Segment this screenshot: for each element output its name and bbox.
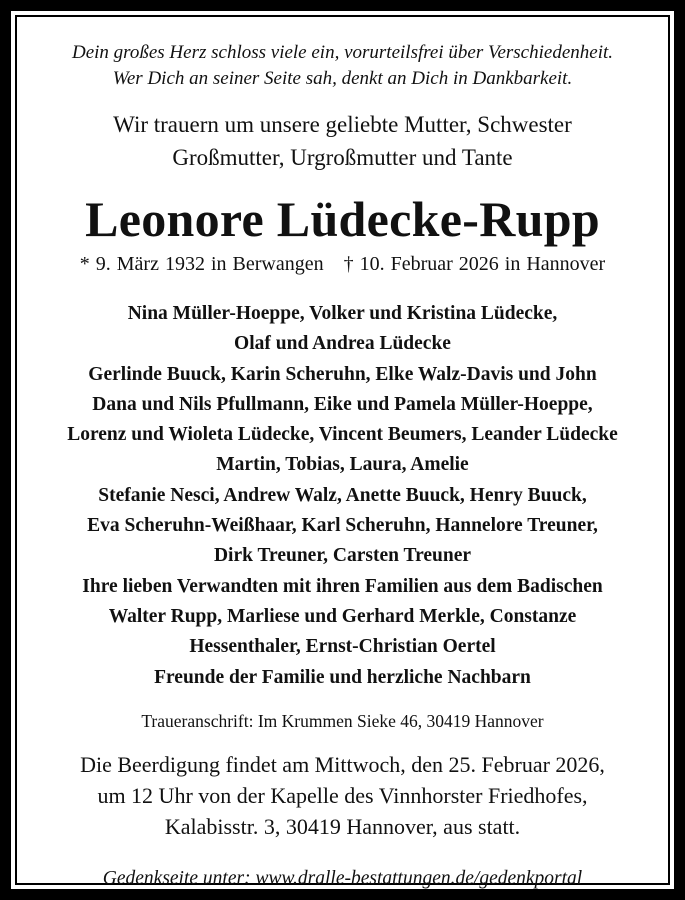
intro-line: Großmutter, Urgroßmutter und Tante <box>172 145 513 170</box>
mourner-line: Dana und Nils Pfullmann, Eike und Pamela Müller-Hoeppe, <box>92 393 593 415</box>
mourner-line: Hessenthaler, Ernst-Christian Oertel <box>189 636 496 658</box>
mourner-line: Dirk Treuner, Carsten Treuner <box>213 545 472 567</box>
motto-verse <box>34 40 651 92</box>
birth-date: * 9. März 1932 in Berwangen <box>79 253 324 275</box>
mourner-line: Lorenz und Wioleta Lüdecke, Vincent Beumers, Leander Lüdecke <box>67 424 618 446</box>
intro-line: Wir trauern um unsere geliebte Mutter, Schwester <box>113 112 572 137</box>
life-dates <box>34 251 651 277</box>
motto-line: Wer Dich an seiner Seite sah, denkt an Dich in Dankbarkeit. <box>112 68 573 89</box>
deceased-name: Leonore Lüdecke-Rupp <box>85 191 600 247</box>
death-date: † 10. Februar 2026 in Hannover <box>343 253 606 275</box>
mourner-line: Ihre lieben Verwandten mit ihren Familien aus dem Badischen <box>82 575 603 597</box>
mourner-line: Freunde der Familie und herzliche Nachbarn <box>154 666 531 688</box>
funeral-line: Kalabisstr. 3, 30419 Hannover, aus statt. <box>164 814 521 839</box>
mourner-line: Nina Müller-Hoeppe, Volker und Kristina Lüdecke, <box>127 303 558 324</box>
mourning-address: Traueranschrift: Im Krummen Sieke 46, 30419 Hannover <box>141 711 544 731</box>
funeral-info <box>34 749 651 842</box>
intro-text <box>34 108 651 174</box>
mourner-line: Gerlinde Buuck, Karin Scheruhn, Elke Walz-Davis und John <box>88 363 597 385</box>
mourner-line: Olaf und Andrea Lüdecke <box>234 333 451 355</box>
motto-line: Dein großes Herz schloss viele ein, vorurteilsfrei über Verschiedenheit. <box>71 42 614 63</box>
funeral-line: Die Beerdigung findet am Mittwoch, den 25. Februar 2026, <box>80 752 605 777</box>
obituary-notice <box>15 15 670 889</box>
mourner-line: Stefanie Nesci, Andrew Walz, Anette Buuck, Henry Buuck, <box>98 484 587 506</box>
memorial-page-link: Gedenkseite unter: www.dralle-bestattungen.de/gedenkportal <box>102 868 583 889</box>
mourner-line: Eva Scheruhn-Weißhaar, Karl Scheruhn, Hannelore Treuner, <box>87 515 598 537</box>
mourners-list <box>34 299 651 693</box>
funeral-line: um 12 Uhr von der Kapelle des Vinnhorster Friedhofes, <box>97 783 588 808</box>
mourner-line: Walter Rupp, Marliese und Gerhard Merkle, Constanze <box>108 605 577 627</box>
mourner-line: Martin, Tobias, Laura, Amelie <box>216 454 469 476</box>
